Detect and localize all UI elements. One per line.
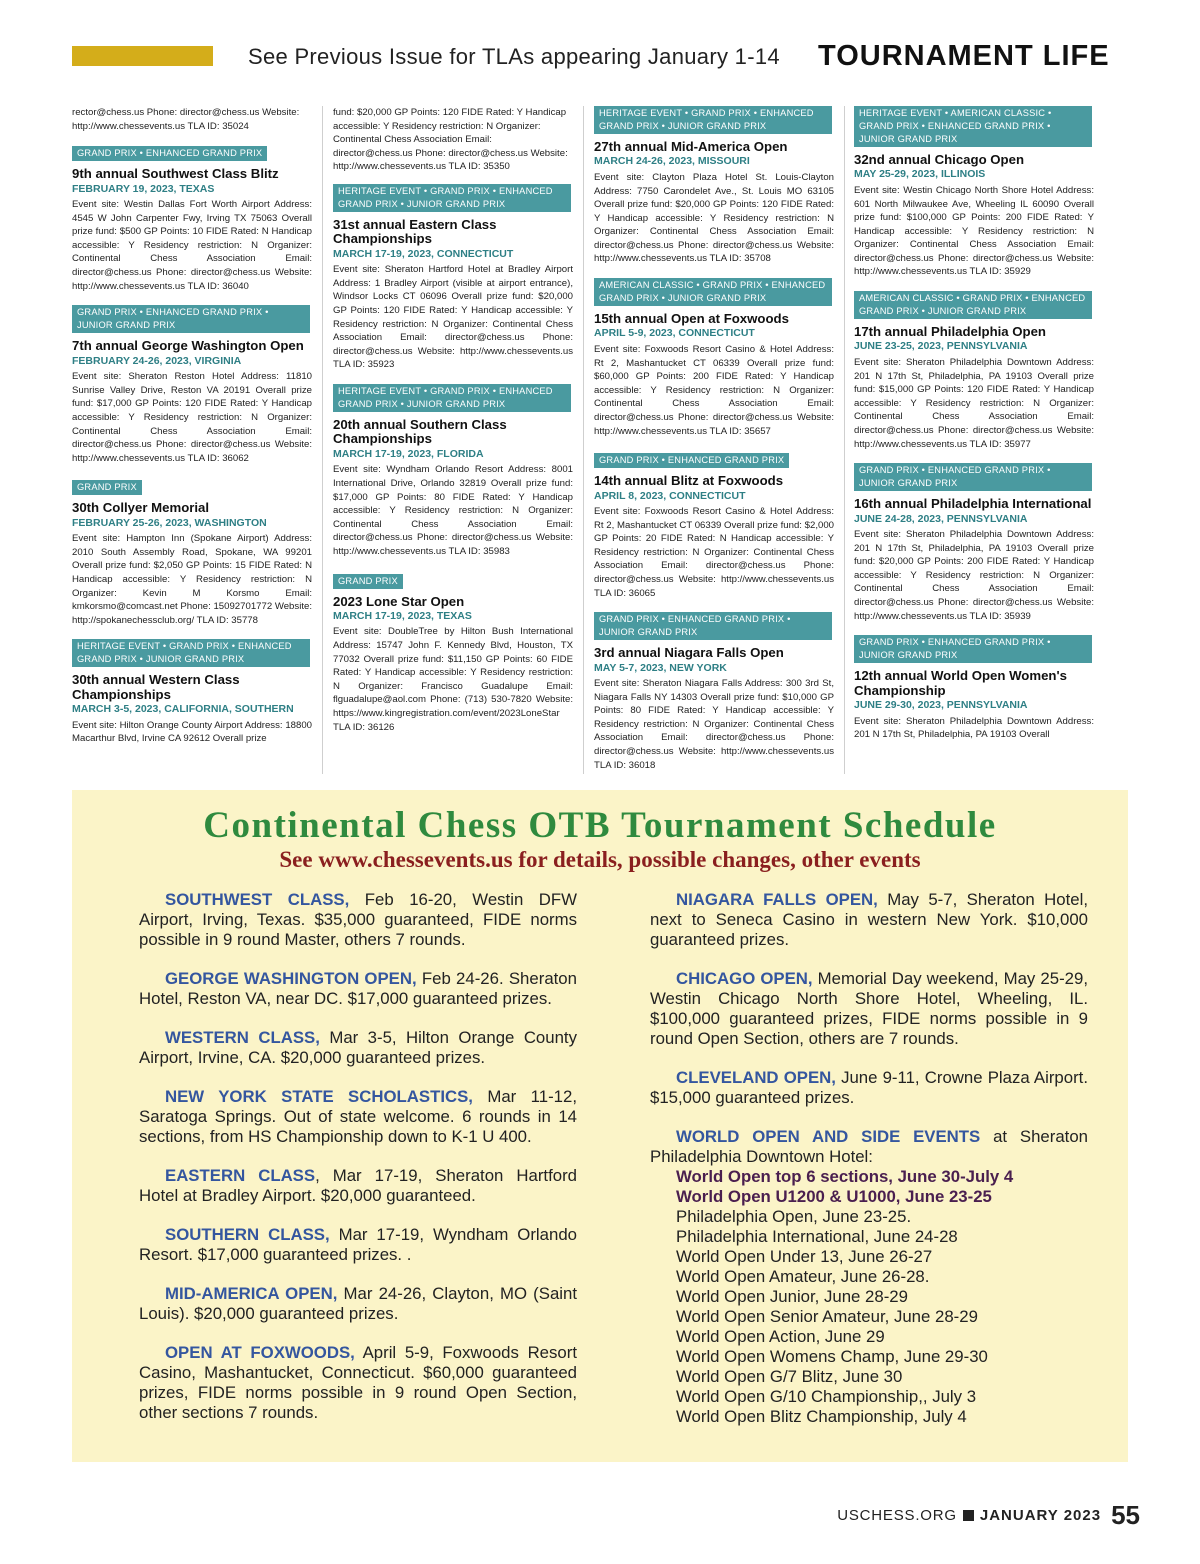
- schedule-event-name: NIAGARA FALLS OPEN,: [676, 890, 878, 909]
- world-open-side-event: World Open Womens Champ, June 29-30: [676, 1347, 988, 1366]
- event-details: Event site: Sheraton Niagara Falls Address: 300 3rd St, Niagara Falls NY 14303 Overall prize fund: $10,000 GP Points: 80 FIDE Rated: Y Handicap accessible: Y Residency restriction: N Organizer: Continental Chess Association Email: director@chess.us Phone: director@chess.us Website: http://www.chessevents.us TLA ID: 36018: [594, 678, 834, 771]
- event-category-tag: GRAND PRIX: [333, 574, 403, 589]
- event-details: Event site: Hampton Inn (Spokane Airport) Address: 2010 South Assembly Road, Spokane, WA 99201 Overall prize fund: $2,050 GP Points: 15 FIDE Rated: N Handicap accessible: Y Residency restriction: N Organizer: Kevin M Korsmo Email: kmkorsmo@comcast.net Phone: 15092701772 Website: http://spokanechessclub.org/ TLA ID: 35778: [72, 533, 312, 626]
- event-title: 30th Collyer Memorial: [72, 500, 210, 516]
- schedule-left-column: [139, 890, 577, 1442]
- schedule-event-name: OPEN AT FOXWOODS,: [165, 1343, 355, 1362]
- footer-issue: JANUARY 2023: [979, 1507, 1102, 1524]
- world-open-side-event: World Open Junior, June 28-29: [676, 1287, 908, 1306]
- world-open-side-event: World Open Action, June 29: [676, 1327, 885, 1346]
- schedule-event-name: EASTERN CLASS: [165, 1166, 316, 1185]
- continued-listing-text: fund: $20,000 GP Points: 120 FIDE Rated: Y Handicap accessible: Y Residency restriction: N Organizer: Continental Chess Association Email: director@chess.us Phone: director@chess.us Website: http://www.chessevents.us TLA ID: 35350: [333, 107, 568, 173]
- event-details: Event site: Westin Dallas Fort Worth Airport Address: 4545 W John Carpenter Fwy, Irving TX 75063 Overall prize fund: $500 GP Points: 10 FIDE Rated: N Handicap accessible: Y Residency restriction: N Organizer: Continental Chess Association Email: director@chess.us Phone: director@chess.us Website: http://www.chessevents.us TLA ID: 36040: [72, 199, 312, 292]
- event-details: Event site: Sheraton Philadelphia Downtown Address: 201 N 17th St, Philadelphia, PA 19103 Overall prize fund: $15,000 GP Points: 120 FIDE Rated: Y Handicap accessible: Y Residency restriction: N Organizer: Continental Chess Association Email: director@chess.us Phone: director@chess.us Website: http://www.chessevents.us TLA ID: 35977: [854, 356, 1094, 450]
- event-title: 27th annual Mid-America Open: [594, 139, 788, 154]
- schedule-item-world-open: [650, 1127, 1088, 1167]
- column-1: [72, 106, 312, 774]
- event-date-location: MARCH 17-19, 2023, FLORIDA: [333, 447, 484, 460]
- tournament-listing: [594, 450, 834, 600]
- tournament-listing: [854, 463, 1094, 623]
- section-title: TOURNAMENT LIFE: [818, 40, 1110, 72]
- tournament-listing: [72, 477, 312, 627]
- tla-columns: [72, 106, 1102, 774]
- schedule-event-name: CLEVELAND OPEN,: [676, 1068, 836, 1087]
- event-title: 30th annual Western Class Championships: [72, 672, 240, 702]
- header-note: See Previous Issue for TLAs appearing January 1-14: [248, 44, 780, 69]
- event-details: Event site: Foxwoods Resort Casino & Hotel Address: Rt 2, Mashantucket CT 06339 Overall prize fund: $60,000 GP Points: 200 FIDE Rated: Y Handicap accessible: Y Residency restriction: N Organizer: Continental Chess Association Email: director@chess.us Phone: director@chess.us Website: http://www.chessevents.us TLA ID: 35657: [594, 343, 834, 437]
- event-category-tag: GRAND PRIX • ENHANCED GRAND PRIX: [594, 453, 789, 468]
- column-4: [854, 106, 1094, 774]
- schedule-event-details: Feb 24-26. Sheraton Hotel, Reston VA, near DC. $17,000 guaranteed prizes.: [139, 969, 577, 1008]
- schedule-event-details: Mar 3-5, Hilton Orange County Airport, Irvine, CA. $20,000 guaranteed prizes.: [139, 1028, 577, 1067]
- event-date-location: MAY 5-7, 2023, NEW YORK: [594, 661, 727, 674]
- event-details: Event site: Sheraton Philadelphia Downtown Address: 201 N 17th St, Philadelphia, PA 19103 Overall: [854, 715, 1094, 741]
- square-icon: [963, 1510, 974, 1521]
- schedule-item: [650, 890, 1088, 950]
- world-open-side-event: World Open Amateur, June 26-28.: [676, 1267, 930, 1286]
- event-title: 3rd annual Niagara Falls Open: [594, 645, 784, 661]
- event-category-tag: GRAND PRIX • ENHANCED GRAND PRIX • JUNIOR GRAND PRIX: [594, 612, 832, 640]
- event-date-location: APRIL 5-9, 2023, CONNECTICUT: [594, 327, 755, 340]
- event-title: 9th annual Southwest Class Blitz: [72, 166, 279, 182]
- schedule-item: [650, 1068, 1088, 1108]
- event-title: 17th annual Philadelphia Open: [854, 324, 1046, 340]
- event-details: Event site: Hilton Orange County Airport Address: 18800 Macarthur Blvd, Irvine CA 92612 Overall prize: [72, 719, 312, 745]
- tournament-listing: [72, 305, 312, 465]
- schedule-event-details: at Sheraton Philadelphia Downtown Hotel:: [650, 1127, 1088, 1166]
- event-date-location: JUNE 23-25, 2023, PENNSYLVANIA: [854, 340, 1028, 353]
- schedule-item: [139, 1284, 577, 1324]
- schedule-event-name: GEORGE WASHINGTON OPEN,: [165, 969, 417, 988]
- tournament-listing: [854, 635, 1094, 742]
- tournament-listing: [333, 384, 573, 558]
- event-details: Event site: Westin Chicago North Shore Hotel Address: 601 North Milwaukee Ave, Wheeling IL 60090 Overall prize fund: $100,000 GP Points: 200 FIDE Rated: Y Handicap accessible: Y Residency restriction: N Organizer: Continental Chess Association Email: director@chess.us Phone: director@chess.us Website: http://www.chessevents.us TLA ID: 35929: [854, 184, 1094, 278]
- tournament-listing: [72, 143, 312, 293]
- event-title: 32nd annual Chicago Open: [854, 152, 1024, 167]
- event-details: Event site: DoubleTree by Hilton Bush International Address: 15747 John F. Kennedy Blvd, Houston, TX 77032 Overall prize fund: $11,150 GP Points: 60 FIDE Rated: Y Handicap accessible: Y Residency restriction: N Organizer: Francisco Guadalupe Email: flguadalupe@aol.com Phone: (713) 530-7820 Website: https://www.kingregistration.com/event/2023LoneStar TLA ID: 36126: [333, 626, 573, 733]
- schedule-subtitle: See www.chessevents.us for details, possible changes, other events: [279, 847, 921, 872]
- page-footer: [837, 1500, 1140, 1531]
- event-date-location: FEBRUARY 24-26, 2023, VIRGINIA: [72, 354, 242, 367]
- event-title: 2023 Lone Star Open: [333, 593, 465, 609]
- schedule-item: [139, 1028, 577, 1068]
- event-category-tag: GRAND PRIX • ENHANCED GRAND PRIX • JUNIOR GRAND PRIX: [854, 635, 1092, 663]
- event-date-location: FEBRUARY 19, 2023, TEXAS: [72, 182, 215, 195]
- schedule-title: Continental Chess OTB Tournament Schedule: [203, 805, 997, 846]
- event-details: Event site: Sheraton Philadelphia Downtown Address: 201 N 17th St, Philadelphia, PA 19103 Overall prize fund: $20,000 GP Points: 200 FIDE Rated: Y Handicap accessible: Y Residency restriction: N Organizer: Continental Chess Association Email: director@chess.us Phone: director@chess.us Website: http://www.chessevents.us TLA ID: 35939: [854, 529, 1094, 622]
- column-3: [594, 106, 834, 774]
- tournament-listing: [854, 106, 1094, 279]
- schedule-event-name: WESTERN CLASS,: [165, 1028, 320, 1047]
- schedule-event-details: Mar 17-19, Wyndham Orlando Resort. $17,000 guaranteed prizes. .: [139, 1225, 577, 1264]
- event-date-location: APRIL 8, 2023, CONNECTICUT: [594, 489, 746, 502]
- schedule-item: [139, 1087, 577, 1147]
- world-open-side-event: World Open Under 13, June 26-27: [676, 1247, 933, 1266]
- event-details: Event site: Clayton Plaza Hotel St. Louis-Clayton Address: 7750 Carondelet Ave., St. Louis MO 63105 Overall prize fund: $20,000 GP Points: 120 FIDE Rated: Y Handicap accessible: Y Residency restriction: N Organizer: Continental Chess Association Email: director@chess.us Phone: director@chess.us Website: http://www.chessevents.us TLA ID: 35708: [594, 171, 834, 265]
- schedule-item: [139, 1225, 577, 1265]
- tournament-listing: [594, 106, 834, 266]
- event-details: Event site: Foxwoods Resort Casino & Hotel Address: Rt 2, Mashantucket CT 06339 Overall prize fund: $2,000 GP Points: 20 FIDE Rated: N Handicap accessible: Y Residency restriction: N Organizer: Continental Chess Association Email: director@chess.us Phone: director@chess.us Website: http://www.chessevents.us TLA ID: 36065: [594, 506, 834, 599]
- event-title: 16th annual Philadelphia International: [854, 496, 1092, 512]
- schedule-event-details: Memorial Day weekend, May 25-29, Westin Chicago North Shore Hotel, Wheeling, IL. $100,000 guaranteed prizes, FIDE norms possible in 9 round Open Section, others are 7 rounds.: [650, 969, 1088, 1048]
- schedule-box: [72, 790, 1128, 1462]
- world-open-side-event: World Open Senior Amateur, June 28-29: [676, 1307, 978, 1326]
- schedule-event-details: Mar 11-12, Saratoga Springs. Out of state welcome. 6 rounds in 14 sections, from HS Championship down to K-1 U 400.: [139, 1087, 577, 1146]
- world-open-side-event: World Open G/10 Championship,, July 3: [676, 1387, 977, 1406]
- footer-site: USCHESS.ORG: [837, 1507, 957, 1524]
- schedule-event-name: SOUTHERN CLASS,: [165, 1225, 330, 1244]
- schedule-event-details: Mar 24-26, Clayton, MO (Saint Louis). $20,000 guaranteed prizes.: [139, 1284, 578, 1323]
- column-divider: [583, 106, 584, 774]
- schedule-item: [139, 890, 577, 950]
- tournament-listing: [333, 184, 573, 372]
- event-title: 20th annual Southern Class Championships: [333, 417, 507, 447]
- event-details: Event site: Sheraton Reston Hotel Address: 11810 Sunrise Valley Drive, Reston VA 20191 Overall prize fund: $17,000 GP Points: 120 FIDE Rated: Y Handicap accessible: Y Residency restriction: N Organizer: Continental Chess Association Email: director@chess.us Phone: director@chess.us Website: http://www.chessevents.us TLA ID: 36062: [72, 371, 312, 464]
- tournament-listing: [72, 639, 312, 746]
- schedule-right-column: [650, 890, 1088, 1427]
- tournament-listing: [594, 612, 834, 772]
- event-date-location: JUNE 29-30, 2023, PENNSYLVANIA: [854, 699, 1028, 711]
- event-category-tag: AMERICAN CLASSIC • GRAND PRIX • ENHANCED GRAND PRIX • JUNIOR GRAND PRIX: [854, 291, 1092, 319]
- schedule-item: [139, 1166, 577, 1206]
- event-category-tag: GRAND PRIX • ENHANCED GRAND PRIX • JUNIOR GRAND PRIX: [72, 305, 310, 333]
- event-details: Event site: Sheraton Hartford Hotel at Bradley Airport Address: 1 Bradley Airport (visible at airport entrance), Windsor Locks CT 06096 Overall prize fund: $20,000 GP Points: 120 FIDE Rated: Y Handicap accessible: Y Residency restriction: N Organizer: Continental Chess Association Email: director@chess.us Phone: director@chess.us Website: http://www.chessevents.us TLA ID: 35923: [333, 264, 573, 371]
- column-divider: [322, 106, 323, 774]
- event-category-tag: HERITAGE EVENT • GRAND PRIX • ENHANCED GRAND PRIX • JUNIOR GRAND PRIX: [72, 639, 310, 667]
- event-category-tag: HERITAGE EVENT • GRAND PRIX • ENHANCED GRAND PRIX • JUNIOR GRAND PRIX: [333, 384, 571, 412]
- event-title: 7th annual George Washington Open: [72, 338, 304, 354]
- schedule-event-details: Feb 16-20, Westin DFW Airport, Irving, Texas. $35,000 guaranteed, FIDE norms possible in 9 round Master, others 7 rounds.: [139, 890, 577, 949]
- world-open-main-event: World Open top 6 sections, June 30-July 4: [676, 1167, 1014, 1186]
- event-title: 31st annual Eastern Class Championships: [333, 216, 497, 247]
- event-title: 14th annual Blitz at Foxwoods: [594, 473, 784, 489]
- event-category-tag: GRAND PRIX • ENHANCED GRAND PRIX: [72, 146, 267, 161]
- event-date-location: MARCH 17-19, 2023, TEXAS: [333, 609, 472, 622]
- event-details: Event site: Wyndham Orlando Resort Address: 8001 International Drive, Orlando 32819 Overall prize fund: $17,000 GP Points: 80 FIDE Rated: Y Handicap accessible: Y Residency restriction: N Organizer: Continental Chess Association Email: director@chess.us Phone: director@chess.us Website: http://www.chessevents.us TLA ID: 35983: [333, 464, 573, 557]
- event-date-location: JUNE 24-28, 2023, PENNSYLVANIA: [854, 512, 1028, 525]
- schedule-event-details: , Mar 17-19, Sheraton Hartford Hotel at Bradley Airport. $20,000 guaranteed.: [139, 1166, 577, 1205]
- tournament-listing: [594, 278, 834, 438]
- schedule-item: [139, 969, 577, 1009]
- event-category-tag: HERITAGE EVENT • GRAND PRIX • ENHANCED GRAND PRIX • JUNIOR GRAND PRIX: [333, 184, 571, 212]
- event-category-tag: HERITAGE EVENT • AMERICAN CLASSIC • GRAND PRIX • ENHANCED GRAND PRIX • JUNIOR GRAND PRIX: [854, 106, 1092, 147]
- schedule-event-details: June 9-11, Crowne Plaza Airport. $15,000 guaranteed prizes.: [650, 1068, 1088, 1107]
- schedule-event-name: CHICAGO OPEN,: [676, 969, 813, 988]
- schedule-event-name: MID-AMERICA OPEN,: [165, 1284, 338, 1303]
- header-accent-bar: [72, 46, 213, 66]
- schedule-event-name: NEW YORK STATE SCHOLASTICS,: [165, 1087, 473, 1106]
- schedule-event-details: April 5-9, Foxwoods Resort Casino, Mashantucket, Connecticut. $60,000 guaranteed prizes, FIDE norms possible in 9 round Open Section, other sections 7 rounds.: [139, 1343, 577, 1422]
- column-divider: [844, 106, 845, 774]
- schedule-event-name: WORLD OPEN AND SIDE EVENTS: [676, 1127, 981, 1146]
- tournament-listing: [854, 291, 1094, 451]
- event-title: 12th annual World Open Women's Championship: [854, 668, 1067, 698]
- world-open-side-event: World Open G/7 Blitz, June 30: [676, 1367, 903, 1386]
- event-category-tag: HERITAGE EVENT • GRAND PRIX • ENHANCED GRAND PRIX • JUNIOR GRAND PRIX: [594, 106, 832, 134]
- event-title: 15th annual Open at Foxwoods: [594, 311, 789, 327]
- continued-listing-text: rector@chess.us Phone: director@chess.us Website: http://www.chessevents.us TLA ID: 35024: [72, 107, 300, 132]
- column-2: [333, 106, 573, 774]
- tournament-listing: [333, 571, 573, 735]
- event-date-location: MARCH 3-5, 2023, CALIFORNIA, SOUTHERN: [72, 703, 294, 716]
- event-category-tag: AMERICAN CLASSIC • GRAND PRIX • ENHANCED GRAND PRIX • JUNIOR GRAND PRIX: [594, 278, 832, 306]
- event-date-location: MARCH 24-26, 2023, MISSOURI: [594, 155, 750, 168]
- world-open-side-event: Philadelphia International, June 24-28: [676, 1227, 958, 1246]
- event-date-location: MAY 25-29, 2023, ILLINOIS: [854, 168, 986, 181]
- world-open-side-event: World Open Blitz Championship, July 4: [676, 1407, 967, 1426]
- world-open-main-event: World Open U1200 & U1000, June 23-25: [676, 1187, 992, 1206]
- schedule-event-name: SOUTHWEST CLASS,: [165, 890, 350, 909]
- event-date-location: MARCH 17-19, 2023, CONNECTICUT: [333, 247, 514, 260]
- page-number: 55: [1111, 1500, 1140, 1530]
- event-category-tag: GRAND PRIX • ENHANCED GRAND PRIX • JUNIOR GRAND PRIX: [854, 463, 1092, 491]
- event-date-location: FEBRUARY 25-26, 2023, WASHINGTON: [72, 516, 267, 529]
- schedule-item: [650, 969, 1088, 1049]
- schedule-item: [139, 1343, 577, 1423]
- schedule-event-details: May 5-7, Sheraton Hotel, next to Seneca Casino in western New York. $10,000 guaranteed prizes.: [650, 890, 1088, 949]
- world-open-side-event: Philadelphia Open, June 23-25.: [676, 1207, 912, 1226]
- event-category-tag: GRAND PRIX: [72, 480, 142, 495]
- world-open-event-list: [676, 1167, 1088, 1427]
